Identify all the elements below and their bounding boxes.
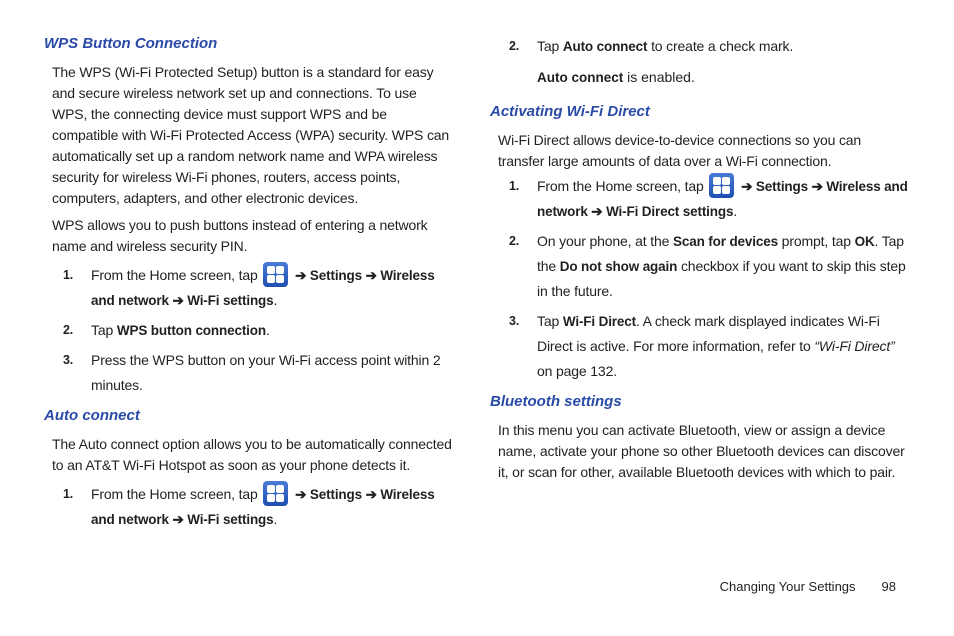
direct-steps xyxy=(490,174,910,384)
page-number: 98 xyxy=(881,579,896,594)
page-footer xyxy=(700,579,896,594)
apps-grid-icon xyxy=(263,481,288,506)
heading-bluetooth-settings: Bluetooth settings xyxy=(490,393,622,410)
footer-section-title: Changing Your Settings xyxy=(719,579,856,594)
heading-auto-connect: Auto connect xyxy=(44,407,140,424)
wifi-direct-xref[interactable]: “Wi-Fi Direct” xyxy=(814,338,895,354)
wps-step-1: 1. From the Home screen, tap ➔ Settings ➔ Wireless and network ➔ Wi-Fi settings. xyxy=(44,263,454,313)
apps-grid-icon xyxy=(709,173,734,198)
auto-step-2: 2. Tap Auto connect to create a check mark. xyxy=(509,38,794,54)
right-column xyxy=(490,34,910,489)
wps-step-2: 2. Tap WPS button connection. xyxy=(63,322,270,338)
direct-step-1: 1. From the Home screen, tap ➔ Settings ➔ Wireless and network ➔ Wi-Fi Direct settings. xyxy=(490,174,910,224)
wps-steps xyxy=(44,263,454,398)
apps-grid-icon xyxy=(263,262,288,287)
auto-steps xyxy=(44,482,454,532)
heading-wps-button-connection: WPS Button Connection xyxy=(44,35,218,52)
wifi-direct-paragraph: Wi-Fi Direct allows device-to-device connections so you can transfer large amounts of data over a Wi-Fi connection. xyxy=(498,132,862,169)
direct-step-2: 2. On your phone, at the Scan for devices prompt, tap OK. Tap the Do not show again checkbox if you want to skip this step in the future. xyxy=(509,233,906,299)
bluetooth-paragraph: In this menu you can activate Bluetooth, view or assign a device name, activate your phone so other Bluetooth devices can discover it, or scan for other, available Bluetooth devices with which to pair. xyxy=(498,422,905,480)
auto-steps-cont xyxy=(490,34,910,59)
wps-intro-paragraph: The WPS (Wi-Fi Protected Setup) button is a standard for easy and secure wireless network set up and connections. To use WPS, the connecting device must support WPS and be compatible with Wi-Fi Protected Access (WPA) security. WPS can automatically set up a random network name and WPA wireless security for wireless Wi-Fi phones, routers, access points, computers, adapters, and other electronic devices. xyxy=(52,64,450,206)
left-column xyxy=(44,34,454,540)
auto-step-1: 1. From the Home screen, tap ➔ Settings ➔ Wireless and network ➔ Wi-Fi settings. xyxy=(44,482,454,532)
auto-connect-paragraph: The Auto connect option allows you to be automatically connected to an AT&T Wi-Fi Hotspot as soon as your phone detects it. xyxy=(52,436,452,473)
heading-activating-wifi-direct: Activating Wi-Fi Direct xyxy=(490,103,650,120)
auto-connect-enabled-note: Auto connect is enabled. xyxy=(537,69,695,85)
wps-step-3: 3. Press the WPS button on your Wi-Fi access point within 2 minutes. xyxy=(63,352,441,393)
wps-push-paragraph: WPS allows you to push buttons instead of entering a network name and wireless security PIN. xyxy=(52,217,428,254)
direct-step-3: 3. Tap Wi-Fi Direct. A check mark displayed indicates Wi-Fi Direct is active. For more information, refer to “Wi-Fi Direct” on page 132. xyxy=(509,313,895,379)
